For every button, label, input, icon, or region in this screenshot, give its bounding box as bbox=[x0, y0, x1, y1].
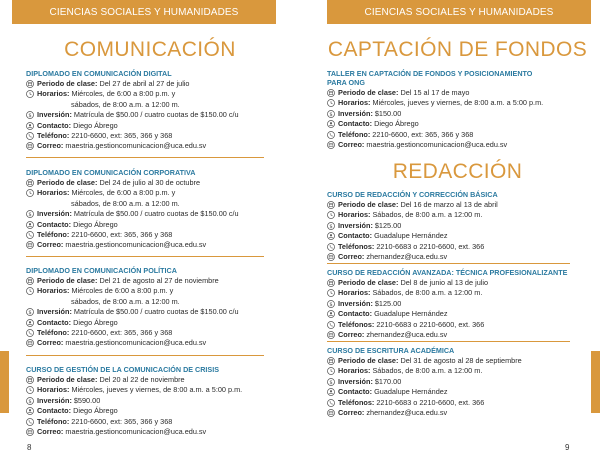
phone-icon bbox=[26, 231, 35, 239]
phone-icon bbox=[327, 131, 336, 139]
horarios-row bbox=[327, 210, 589, 220]
inversion-row bbox=[26, 307, 288, 317]
clock-icon bbox=[327, 289, 336, 297]
telefono-label: Teléfonos: bbox=[338, 241, 375, 251]
correo-link[interactable]: zhernandez@uca.edu.sv bbox=[366, 252, 448, 262]
telefono-label: Teléfonos: bbox=[338, 397, 375, 407]
telefono-value: 2210-6600, ext: 365, 366 y 368 bbox=[71, 230, 173, 240]
dollar-icon bbox=[327, 378, 336, 386]
person-icon bbox=[327, 388, 336, 396]
horarios-value: Miércoles, jueves y viernes, de 8:00 a.m. a 5:00 p.m. bbox=[372, 98, 544, 108]
contacto-label: Contacto: bbox=[338, 387, 373, 397]
section-title-comunicacion: COMUNICACIÓN bbox=[64, 38, 236, 61]
periodo-value: Del 24 de julio al 30 de octubre bbox=[99, 178, 201, 187]
course-block bbox=[327, 190, 589, 262]
contacto-value: Diego Ábrego bbox=[73, 317, 118, 327]
contacto-row bbox=[327, 309, 589, 319]
course-title: CURSO DE GESTIÓN DE LA COMUNICACIÓN DE CRISIS bbox=[26, 365, 220, 374]
inversion-row bbox=[327, 221, 589, 231]
course-divider bbox=[26, 256, 264, 257]
periodo-label: Periodo de clase: bbox=[37, 375, 98, 384]
horarios-label: Horarios: bbox=[37, 89, 70, 99]
calendar-icon bbox=[327, 201, 336, 209]
periodo-row bbox=[26, 375, 288, 385]
horarios-cont-value: sábados, de 8:00 a.m. a 12:00 m. bbox=[71, 99, 180, 109]
correo-row bbox=[327, 140, 589, 150]
right-side-tab bbox=[591, 351, 600, 413]
clock-icon bbox=[26, 189, 35, 197]
calendar-icon bbox=[26, 179, 35, 187]
horarios-row bbox=[327, 288, 589, 298]
correo-link[interactable]: zhernandez@uca.edu.sv bbox=[366, 330, 448, 340]
periodo-row bbox=[327, 88, 589, 98]
horarios-row bbox=[26, 385, 288, 395]
horarios-cont-value: sábados, de 8:00 a.m. a 12:00 m. bbox=[71, 198, 180, 208]
telefono-value: 2210-6683 o 2210-6600, ext. 366 bbox=[376, 397, 485, 407]
person-icon bbox=[327, 310, 336, 318]
periodo-row bbox=[26, 79, 288, 89]
contacto-value: Diego Ábrego bbox=[73, 120, 118, 130]
periodo-value: Del 16 de marzo al 13 de abril bbox=[400, 200, 498, 209]
telefono-row bbox=[26, 328, 288, 338]
correo-link[interactable]: maestria.gestioncomunicacion@uca.edu.sv bbox=[366, 140, 508, 150]
correo-link[interactable]: maestria.gestioncomunicacion@uca.edu.sv bbox=[65, 141, 207, 151]
periodo-label: Periodo de clase: bbox=[338, 356, 399, 365]
horarios-value: Miércoles de 6:00 a 8:00 p.m. y bbox=[71, 286, 174, 296]
clock-icon bbox=[327, 367, 336, 375]
periodo-label: Periodo de clase: bbox=[338, 278, 399, 287]
email-icon bbox=[26, 428, 35, 436]
horarios-label: Horarios: bbox=[37, 188, 70, 198]
course-title: DIPLOMADO EN COMUNICACIÓN DIGITAL bbox=[26, 69, 172, 78]
horarios-label: Horarios: bbox=[338, 98, 371, 108]
horarios-row bbox=[26, 286, 288, 296]
course-block bbox=[327, 268, 589, 340]
inversion-row bbox=[327, 299, 589, 309]
horarios-label: Horarios: bbox=[338, 366, 371, 376]
person-icon bbox=[26, 407, 35, 415]
contacto-label: Contacto: bbox=[37, 219, 72, 229]
correo-row bbox=[26, 338, 288, 348]
horarios-cont-value: sábados, de 8:00 a.m. a 12:00 m. bbox=[71, 296, 180, 306]
telefono-row bbox=[327, 320, 589, 330]
periodo-row bbox=[26, 276, 288, 286]
dollar-icon bbox=[327, 300, 336, 308]
periodo-value: Del 8 de junio al 13 de julio bbox=[400, 278, 489, 287]
contacto-row bbox=[26, 220, 288, 230]
correo-label[interactable]: Correo: bbox=[338, 252, 365, 262]
contacto-label: Contacto: bbox=[37, 317, 72, 327]
telefono-label: Teléfono: bbox=[37, 230, 70, 240]
contacto-label: Contacto: bbox=[37, 120, 72, 130]
person-icon bbox=[26, 221, 35, 229]
section-title-captacion: CAPTACIÓN DE FONDOS bbox=[327, 38, 588, 61]
contacto-value: Guadalupe Hernández bbox=[374, 387, 448, 397]
course-block bbox=[327, 346, 589, 418]
telefono-row bbox=[26, 417, 288, 427]
horarios-value: Miércoles, jueves y viernes, de 8:00 a.m. a 5:00 p.m. bbox=[71, 385, 243, 395]
course-block bbox=[26, 168, 288, 251]
horarios-continuation bbox=[26, 199, 288, 209]
telefono-label: Teléfono: bbox=[37, 131, 70, 141]
horarios-row bbox=[26, 89, 288, 99]
horarios-value: Miércoles, de 6:00 a 8:00 p.m. y bbox=[71, 188, 176, 198]
person-icon bbox=[327, 232, 336, 240]
inversion-label: Inversión: bbox=[338, 298, 373, 308]
contacto-label: Contacto: bbox=[37, 406, 72, 416]
contacto-value: Guadalupe Hernández bbox=[374, 309, 448, 319]
left-header-bar: CIENCIAS SOCIALES Y HUMANIDADES bbox=[12, 0, 276, 24]
dollar-icon bbox=[26, 397, 35, 405]
course-block bbox=[26, 266, 288, 349]
person-icon bbox=[327, 120, 336, 128]
inversion-label: Inversión: bbox=[338, 108, 373, 118]
course-title: CURSO DE ESCRITURA ACADÉMICA bbox=[327, 346, 455, 355]
clock-icon bbox=[327, 211, 336, 219]
horarios-value: Sábados, de 8:00 a.m. a 12:00 m. bbox=[372, 366, 483, 376]
contacto-row bbox=[26, 406, 288, 416]
phone-icon bbox=[327, 399, 336, 407]
contacto-label: Contacto: bbox=[338, 309, 373, 319]
contacto-row bbox=[327, 119, 589, 129]
telefono-value: 2210-6600, ext: 365, 366 y 368 bbox=[372, 129, 474, 139]
inversion-label: Inversión: bbox=[338, 376, 373, 386]
course-block bbox=[327, 69, 589, 150]
horarios-label: Horarios: bbox=[338, 210, 371, 220]
calendar-icon bbox=[26, 376, 35, 384]
inversion-row bbox=[26, 209, 288, 219]
horarios-label: Horarios: bbox=[338, 288, 371, 298]
email-icon bbox=[327, 141, 336, 149]
telefono-value: 2210-6600, ext: 365, 366 y 368 bbox=[71, 328, 173, 338]
correo-label[interactable]: Correo: bbox=[338, 330, 365, 340]
periodo-value: Del 21 de agosto al 27 de noviembre bbox=[99, 276, 219, 285]
phone-icon bbox=[327, 243, 336, 251]
email-icon bbox=[26, 142, 35, 150]
correo-row bbox=[26, 427, 288, 437]
correo-link[interactable]: zhernandez@uca.edu.sv bbox=[366, 408, 448, 418]
inversion-label: Inversión: bbox=[37, 110, 72, 120]
calendar-icon bbox=[26, 80, 35, 88]
email-icon bbox=[327, 409, 336, 417]
inversion-label: Inversión: bbox=[37, 395, 72, 405]
telefono-row bbox=[327, 130, 589, 140]
dollar-icon bbox=[26, 111, 35, 119]
inversion-value: Matrícula de $50.00 / cuatro cuotas de $150.00 c/u bbox=[73, 209, 239, 219]
horarios-row bbox=[327, 366, 589, 376]
correo-label[interactable]: Correo: bbox=[338, 408, 365, 418]
horarios-value: Sábados, de 8:00 a.m. a 12:00 m. bbox=[372, 210, 483, 220]
right-page bbox=[300, 0, 600, 463]
inversion-value: $125.00 bbox=[374, 220, 402, 230]
calendar-icon bbox=[327, 89, 336, 97]
periodo-row bbox=[327, 356, 589, 366]
course-title: CURSO DE REDACCIÓN AVANZADA: TÉCNICA PROFESIONALIZANTE bbox=[327, 268, 568, 277]
horarios-row bbox=[26, 188, 288, 198]
inversion-row bbox=[26, 110, 288, 120]
course-divider bbox=[26, 157, 264, 158]
periodo-row bbox=[327, 200, 589, 210]
horarios-value: Miércoles, de 6:00 a 8:00 p.m. y bbox=[71, 89, 176, 99]
contacto-value: Diego Ábrego bbox=[374, 119, 419, 129]
inversion-value: $150.00 bbox=[374, 108, 402, 118]
correo-label[interactable]: Correo: bbox=[37, 427, 64, 437]
telefono-row bbox=[327, 242, 589, 252]
clock-icon bbox=[26, 90, 35, 98]
phone-icon bbox=[26, 132, 35, 140]
course-divider bbox=[26, 355, 264, 356]
inversion-value: $125.00 bbox=[374, 298, 402, 308]
periodo-row bbox=[26, 178, 288, 188]
page-number-left: 8 bbox=[27, 443, 32, 452]
email-icon bbox=[327, 253, 336, 261]
telefono-value: 2210-6683 o 2210-6600, ext. 366 bbox=[376, 319, 485, 329]
calendar-icon bbox=[327, 357, 336, 365]
inversion-row bbox=[26, 396, 288, 406]
dollar-icon bbox=[26, 308, 35, 316]
periodo-label: Periodo de clase: bbox=[37, 276, 98, 285]
correo-link[interactable]: maestria.gestioncomunicacion@uca.edu.sv bbox=[65, 338, 207, 348]
periodo-value: Del 15 al 17 de mayo bbox=[400, 88, 470, 97]
telefono-label: Teléfono: bbox=[37, 328, 70, 338]
clock-icon bbox=[327, 99, 336, 107]
correo-row bbox=[327, 408, 589, 418]
periodo-value: Del 31 de agosto al 28 de septiembre bbox=[400, 356, 522, 365]
clock-icon bbox=[26, 287, 35, 295]
periodo-label: Periodo de clase: bbox=[37, 79, 98, 88]
telefono-label: Teléfonos: bbox=[338, 319, 375, 329]
horarios-label: Horarios: bbox=[37, 385, 70, 395]
contacto-row bbox=[26, 121, 288, 131]
horarios-value: Sábados, de 8:00 a.m. a 12:00 m. bbox=[372, 288, 483, 298]
phone-icon bbox=[327, 321, 336, 329]
periodo-value: Del 20 al 22 de noviembre bbox=[99, 375, 185, 384]
inversion-value: Matrícula de $50.00 / cuatro cuotas de $150.00 c/u bbox=[73, 110, 239, 120]
course-title: DIPLOMADO EN COMUNICACIÓN CORPORATIVA bbox=[26, 168, 196, 177]
telefono-label: Teléfono: bbox=[37, 416, 70, 426]
contacto-row bbox=[327, 231, 589, 241]
inversion-value: $590.00 bbox=[73, 395, 101, 405]
inversion-row bbox=[327, 109, 589, 119]
calendar-icon bbox=[26, 277, 35, 285]
correo-label[interactable]: Correo: bbox=[37, 338, 64, 348]
horarios-continuation bbox=[26, 100, 288, 110]
inversion-row bbox=[327, 377, 589, 387]
course-divider bbox=[327, 263, 570, 264]
contacto-value: Diego Ábrego bbox=[73, 219, 118, 229]
periodo-label: Periodo de clase: bbox=[338, 88, 399, 97]
course-title-cont: PARA ONG bbox=[327, 78, 365, 87]
correo-row bbox=[327, 330, 589, 340]
contacto-label: Contacto: bbox=[338, 119, 373, 129]
periodo-value: Del 27 de abril al 27 de julio bbox=[99, 79, 190, 88]
correo-label[interactable]: Correo: bbox=[338, 140, 365, 150]
phone-icon bbox=[26, 329, 35, 337]
clock-icon bbox=[26, 386, 35, 394]
correo-row bbox=[26, 141, 288, 151]
inversion-value: Matrícula de $50.00 / cuatro cuotas de $150.00 c/u bbox=[73, 307, 239, 317]
telefono-row bbox=[26, 230, 288, 240]
dollar-icon bbox=[327, 222, 336, 230]
horarios-label: Horarios: bbox=[37, 286, 70, 296]
dollar-icon bbox=[26, 210, 35, 218]
dollar-icon bbox=[327, 110, 336, 118]
inversion-value: $170.00 bbox=[374, 376, 402, 386]
correo-row bbox=[26, 240, 288, 250]
periodo-row bbox=[327, 278, 589, 288]
correo-row bbox=[327, 252, 589, 262]
course-title: TALLER EN CAPTACIÓN DE FONDOS Y POSICIONAMIENTO bbox=[327, 69, 533, 78]
person-icon bbox=[26, 319, 35, 327]
inversion-label: Inversión: bbox=[37, 307, 72, 317]
course-block bbox=[26, 365, 288, 437]
contacto-value: Guadalupe Hernández bbox=[374, 231, 448, 241]
page-number-right: 9 bbox=[565, 443, 570, 452]
inversion-label: Inversión: bbox=[37, 209, 72, 219]
course-block bbox=[26, 69, 288, 152]
course-title: CURSO DE REDACCIÓN Y CORRECCIÓN BÁSICA bbox=[327, 190, 498, 199]
telefono-row bbox=[26, 131, 288, 141]
right-header-bar: CIENCIAS SOCIALES Y HUMANIDADES bbox=[327, 0, 591, 24]
horarios-continuation bbox=[26, 297, 288, 307]
inversion-label: Inversión: bbox=[338, 220, 373, 230]
person-icon bbox=[26, 122, 35, 130]
course-title: DIPLOMADO EN COMUNICACIÓN POLÍTICA bbox=[26, 266, 177, 275]
correo-link[interactable]: maestria.gestioncomunicacion@uca.edu.sv bbox=[65, 427, 207, 437]
section-title-redaccion: REDACCIÓN bbox=[392, 160, 523, 183]
contacto-label: Contacto: bbox=[338, 231, 373, 241]
phone-icon bbox=[26, 418, 35, 426]
periodo-label: Periodo de clase: bbox=[338, 200, 399, 209]
correo-link[interactable]: maestria.gestioncomunicacion@uca.edu.sv bbox=[65, 240, 207, 250]
contacto-value: Diego Ábrego bbox=[73, 406, 118, 416]
email-icon bbox=[26, 339, 35, 347]
periodo-label: Periodo de clase: bbox=[37, 178, 98, 187]
telefono-value: 2210-6683 o 2210-6600, ext. 366 bbox=[376, 241, 485, 251]
email-icon bbox=[327, 331, 336, 339]
left-side-tab bbox=[0, 351, 9, 413]
telefono-label: Teléfono: bbox=[338, 129, 371, 139]
telefono-value: 2210-6600, ext: 365, 366 y 368 bbox=[71, 131, 173, 141]
correo-label[interactable]: Correo: bbox=[37, 240, 64, 250]
contacto-row bbox=[26, 318, 288, 328]
contacto-row bbox=[327, 387, 589, 397]
telefono-value: 2210-6600, ext: 365, 366 y 368 bbox=[71, 416, 173, 426]
course-divider bbox=[327, 341, 570, 342]
email-icon bbox=[26, 241, 35, 249]
telefono-row bbox=[327, 398, 589, 408]
calendar-icon bbox=[327, 279, 336, 287]
correo-label[interactable]: Correo: bbox=[37, 141, 64, 151]
horarios-row bbox=[327, 98, 589, 108]
